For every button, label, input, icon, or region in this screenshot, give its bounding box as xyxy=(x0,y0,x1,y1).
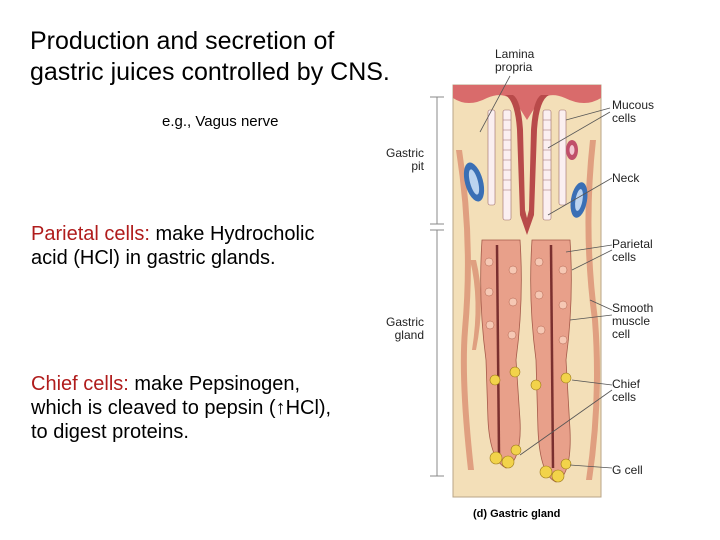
parietal-term: Parietal cells: xyxy=(31,223,150,245)
label-pit-line1: Gastric xyxy=(385,146,424,160)
label-gland-line2: gland xyxy=(394,328,424,342)
label-chief-cells xyxy=(612,378,640,404)
label-mucous-line1: Mucous xyxy=(612,98,655,112)
parietal-line-1: make Hydrocholic xyxy=(149,223,315,245)
label-lamina-line2: propria xyxy=(495,60,533,74)
figure-caption: (d) Gastric gland xyxy=(473,508,561,520)
label-mucous-line2: cells xyxy=(612,111,637,125)
subtitle: e.g., Vagus nerve xyxy=(162,113,279,130)
title-line-2: gastric juices controlled by CNS. xyxy=(30,58,390,86)
bracket-lines xyxy=(430,97,444,476)
chief-line-2: which is cleaved to pepsin (↑HCl), xyxy=(31,397,332,419)
label-smooth-line3: cell xyxy=(612,327,631,341)
label-neck: Neck xyxy=(612,171,640,185)
label-lamina-line1: Lamina xyxy=(495,47,535,61)
parietal-line-2: acid (HCl) in gastric glands. xyxy=(31,247,276,269)
label-parietal-cells xyxy=(612,238,653,264)
label-parietal-line1: Parietal xyxy=(612,237,653,251)
label-mucous-cells xyxy=(612,99,654,125)
label-gland-line1: Gastric xyxy=(385,315,424,329)
label-smooth-line1: Smooth xyxy=(612,301,654,315)
label-chief-line1: Chief xyxy=(612,377,641,391)
label-g-cell: G cell xyxy=(612,463,643,477)
chief-line-1: make Pepsinogen, xyxy=(128,373,301,395)
label-parietal-line2: cells xyxy=(612,250,637,264)
label-pit-line2: pit xyxy=(411,159,424,173)
chief-line-3: to digest proteins. xyxy=(31,421,189,443)
label-lamina-propria xyxy=(495,48,534,74)
label-smooth-line2: muscle xyxy=(612,314,651,328)
label-smooth-muscle xyxy=(612,302,653,341)
label-chief-line2: cells xyxy=(612,390,637,404)
title-line-1: Production and secretion of xyxy=(30,27,335,55)
label-gastric-pit xyxy=(372,147,424,173)
label-gastric-gland xyxy=(372,316,424,342)
chief-term: Chief cells: xyxy=(31,373,129,395)
